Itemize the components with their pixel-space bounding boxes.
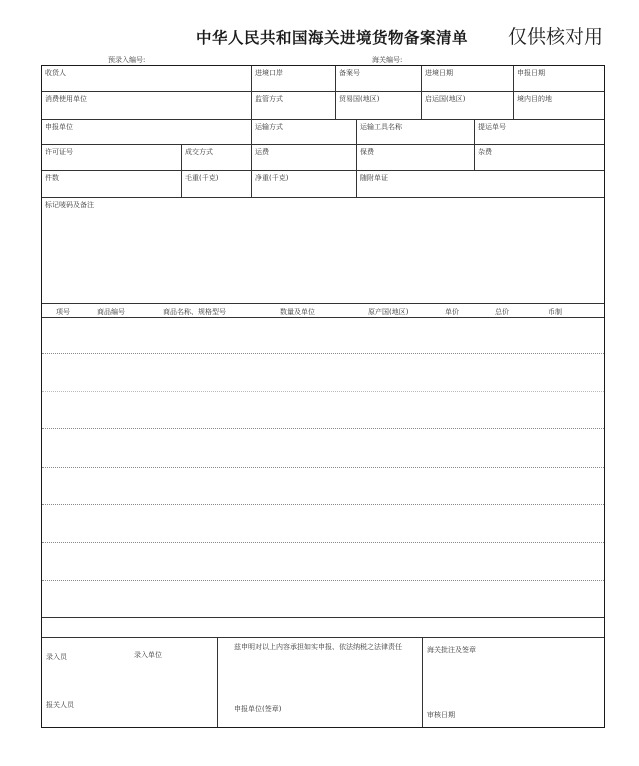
consumer-unit-field[interactable] [42,92,252,119]
form-row-5 [42,171,604,198]
goods-line [42,467,604,468]
misc-charges-field[interactable] [475,145,604,170]
col-unit-price: 单价 [445,308,459,316]
goods-line [42,504,604,505]
entry-port-field[interactable] [252,66,336,91]
field-label: 消费使用单位 [45,95,87,103]
field-label: 启运国(地区) [425,95,466,103]
customs-approval-section[interactable] [423,638,604,727]
customs-approval-label: 海关批注及签章 [427,646,476,654]
goods-line [42,353,604,354]
transport-mode-field[interactable] [252,120,357,144]
field-label: 成交方式 [185,148,213,156]
field-label: 件数 [45,174,59,182]
field-label: 提运单号 [478,123,506,131]
col-currency: 币制 [548,308,562,316]
domestic-destination-field[interactable] [514,92,604,119]
field-label: 运输方式 [255,123,283,131]
col-item-no: 项号 [56,308,70,316]
goods-line [42,391,604,392]
freight-field[interactable] [252,145,357,170]
field-label: 申报单位 [45,123,73,131]
goods-list-area[interactable] [42,318,604,618]
declaring-unit-field[interactable] [42,120,252,144]
declaration-statement: 兹申明对以上内容承担如实申报、依法纳税之法律责任 [234,643,402,651]
field-label: 净重(千克) [255,174,289,182]
entry-date-field[interactable] [422,66,514,91]
field-label: 杂费 [478,148,492,156]
trade-country-field[interactable] [336,92,422,119]
pre-entry-number-label: 预录入编号: [108,56,146,64]
transport-vehicle-field[interactable] [357,120,475,144]
license-number-field[interactable] [42,145,182,170]
field-label: 申报日期 [517,69,545,77]
consignee-field[interactable] [42,66,252,91]
form-title: 中华人民共和国海关进境货物备案清单 [196,29,469,47]
col-name-spec: 商品名称、规格型号 [163,308,226,316]
footer-spacer [42,618,604,638]
package-count-field[interactable] [42,171,182,197]
customs-number-label: 海关编号: [372,56,403,64]
declaring-unit-seal-label: 申报单位(签章) [234,705,282,713]
entry-clerk-label: 录入员 [46,653,67,661]
field-label: 毛重(千克) [185,174,219,182]
entry-unit-label: 录入单位 [134,651,162,659]
remarks-label: 标记唛码及备注 [45,201,94,209]
field-label: 运输工具名称 [360,123,402,131]
declaration-date-field[interactable] [514,66,604,91]
goods-line [42,542,604,543]
insurance-field[interactable] [357,145,475,170]
marks-remarks-area[interactable] [42,198,604,304]
form-row-2 [42,92,604,120]
form-row-3 [42,120,604,145]
field-label: 许可证号 [45,148,73,156]
record-number-field[interactable] [336,66,422,91]
col-origin-country: 原产国(地区) [368,308,409,316]
declaration-form [41,65,605,728]
goods-header-row [42,304,604,318]
field-label: 进境口岸 [255,69,283,77]
col-quantity-unit: 数量及单位 [280,308,315,316]
field-label: 备案号 [339,69,360,77]
field-label: 监管方式 [255,95,283,103]
bill-of-lading-field[interactable] [475,120,604,144]
goods-line [42,428,604,429]
gross-weight-field[interactable] [182,171,252,197]
attached-documents-field[interactable] [357,171,604,197]
transaction-mode-field[interactable] [182,145,252,170]
field-label: 运费 [255,148,269,156]
field-label: 收货人 [45,69,66,77]
net-weight-field[interactable] [252,171,357,197]
field-label: 随附单证 [360,174,388,182]
entry-section [42,638,218,727]
field-label: 进境日期 [425,69,453,77]
declarant-label: 报关人员 [46,701,74,709]
col-total-price: 总价 [495,308,509,316]
form-row-1 [42,66,604,92]
declaration-section [218,638,423,727]
review-date-label: 审核日期 [427,711,455,719]
col-commodity-code: 商品编号 [97,308,125,316]
goods-line [42,580,604,581]
supervision-mode-field[interactable] [252,92,336,119]
footer-area [42,638,604,727]
field-label: 贸易国(地区) [339,95,380,103]
departure-country-field[interactable] [422,92,514,119]
field-label: 保费 [360,148,374,156]
for-verification-only-label: 仅供核对用 [508,26,604,48]
field-label: 境内目的地 [517,95,552,103]
form-row-4 [42,145,604,171]
